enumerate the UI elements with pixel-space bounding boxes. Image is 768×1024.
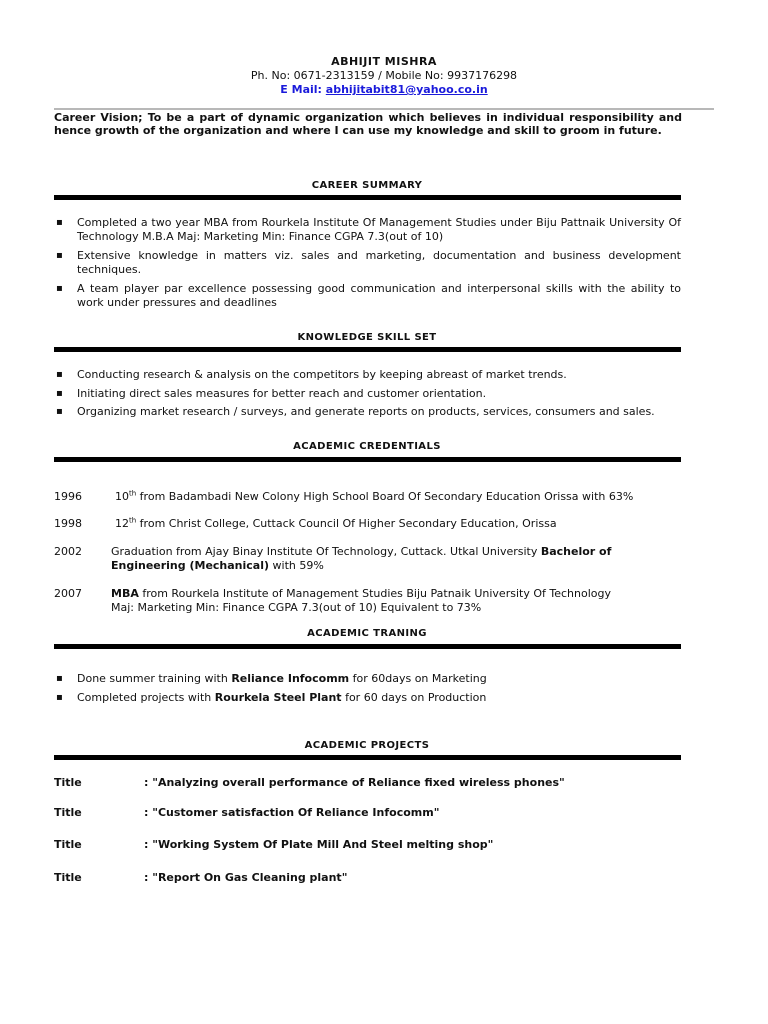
- knowledge-rule: [54, 347, 681, 352]
- candidate-name: ABHIJIT MISHRA: [331, 55, 437, 68]
- academic-year: 2007: [54, 587, 82, 600]
- grade-number: 10: [115, 490, 129, 503]
- academic-rule: [54, 457, 681, 462]
- list-item: ▪ A team player par excellence possessing good communication and interpersonal skills with the ability to work under pressures and deadlines: [54, 282, 681, 309]
- project-title: : "Report On Gas Cleaning plant": [144, 871, 348, 884]
- header-divider: [54, 108, 714, 110]
- list-item: [54, 691, 681, 705]
- project-title: : "Working System Of Plate Mill And Steel melting shop": [144, 838, 494, 851]
- list-item: ▪ Completed a two year MBA from Rourkela Institute Of Management Studies under Biju Pattnaik University Of Technology M.B.A Maj: Marketing Min: Finance CGPA 7.3(out of 10): [54, 216, 681, 243]
- knowledge-list: [54, 368, 681, 424]
- projects-rule: [54, 755, 681, 760]
- list-item: ▪ Extensive knowledge in matters viz. sales and marketing, documentation and business development techniques.: [54, 249, 681, 276]
- knowledge-title: KNOWLEDGE SKILL SET: [297, 332, 437, 343]
- training-org: Reliance Infocomm: [231, 672, 350, 685]
- grade-number: 12: [115, 517, 129, 530]
- career-summary-rule: [54, 195, 681, 200]
- training-rule: [54, 644, 681, 649]
- academic-year: 1998: [54, 517, 82, 530]
- training-title: ACADEMIC TRANING: [307, 628, 427, 639]
- project-label: Title: [54, 806, 82, 819]
- academic-text: Maj: Marketing Min: Finance CGPA 7.3(out of 10) Equivalent to 73%: [111, 600, 482, 614]
- academic-entry: [54, 545, 681, 572]
- academic-text: from Badambadi New Colony High School Board Of Secondary Education Orissa with 63%: [136, 490, 634, 503]
- training-text: Completed projects with: [77, 690, 215, 704]
- training-list: [54, 672, 681, 709]
- list-item: ▪ Conducting research & analysis on the competitors by keeping abreast of market trends.: [54, 368, 681, 382]
- list-item: [54, 672, 681, 686]
- phone-numbers: Ph. No: 0671-2313159 / Mobile No: 9937176298: [250, 69, 518, 82]
- grade-suffix: th: [129, 516, 137, 525]
- training-text: for 60 days on Production: [341, 690, 487, 704]
- degree-name: Bachelor of Engineering (Mechanical): [111, 545, 612, 572]
- email-line: [0, 83, 768, 97]
- email-label: E Mail:: [280, 83, 322, 96]
- training-text: Done summer training with: [77, 672, 232, 685]
- project-label: Title: [54, 871, 82, 884]
- projects-title: ACADEMIC PROJECTS: [304, 740, 430, 751]
- career-summary-title: CAREER SUMMARY: [311, 180, 423, 191]
- project-label: Title: [54, 776, 82, 789]
- career-vision: Career Vision; To be a part of dynamic organization which believes in individual responsibility and hence growth of the organization and where I can use my knowledge and skill to groom in future.: [54, 111, 682, 137]
- training-org: Rourkela Steel Plant: [214, 690, 342, 704]
- project-label: Title: [54, 838, 82, 851]
- training-text: for 60days on Marketing: [349, 672, 487, 685]
- project-title: : "Customer satisfaction Of Reliance Infocomm": [144, 806, 440, 819]
- academic-text: from Rourkela Institute of Management Studies Biju Patnaik University Of Technology: [138, 587, 611, 600]
- resume-header: [0, 54, 768, 97]
- academic-text: from Christ College, Cuttack Council Of Higher Secondary Education, Orissa: [136, 517, 557, 530]
- academic-title: ACADEMIC CREDENTIALS: [293, 441, 441, 452]
- email-link[interactable]: abhijitabit81@yahoo.co.in: [325, 83, 488, 96]
- grade-suffix: th: [129, 489, 137, 498]
- academic-text: with 59%: [269, 558, 324, 572]
- academic-entry: [54, 490, 681, 504]
- academic-text: Graduation from Ajay Binay Institute Of Technology, Cuttack. Utkal University: [111, 545, 541, 558]
- list-item: ▪ Organizing market research / surveys, and generate reports on products, services, consumers and sales.: [54, 405, 681, 419]
- academic-entry: [54, 517, 681, 531]
- career-summary-list: [54, 216, 681, 315]
- academic-entry: [54, 587, 681, 614]
- project-title: : "Analyzing overall performance of Reliance fixed wireless phones": [144, 776, 565, 789]
- degree-name: MBA: [111, 587, 139, 600]
- list-item: ▪ Initiating direct sales measures for better reach and customer orientation.: [54, 387, 681, 401]
- academic-year: 2002: [54, 545, 82, 558]
- academic-year: 1996: [54, 490, 82, 503]
